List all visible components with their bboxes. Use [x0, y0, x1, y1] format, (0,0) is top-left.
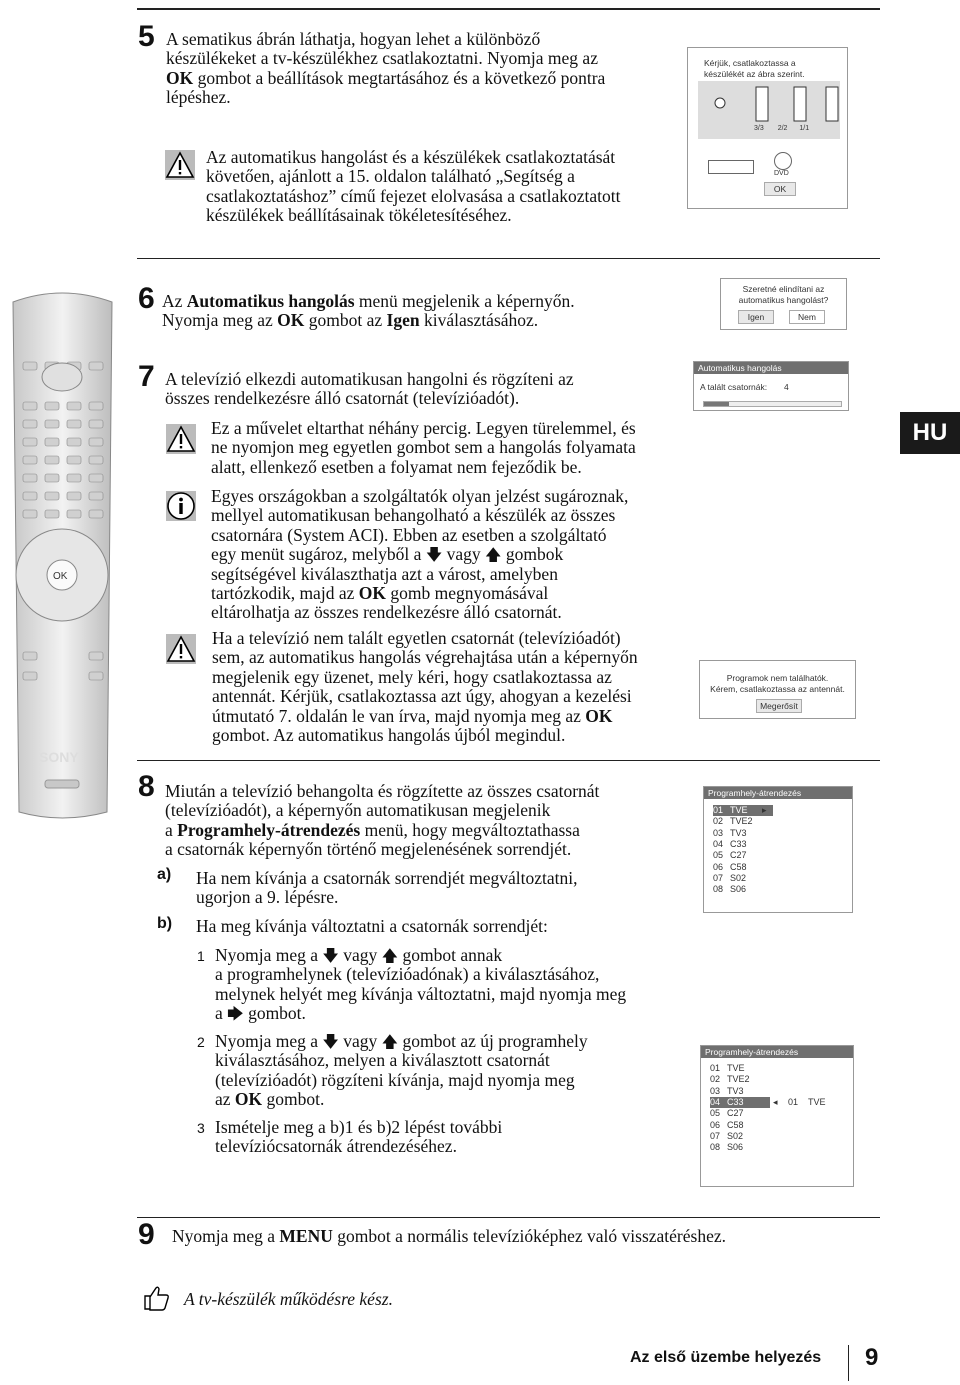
section-rule [137, 760, 880, 761]
program-number: 01 [713, 805, 724, 815]
step-6-number: 6 [138, 282, 155, 315]
warning-2-text: Ez a művelet eltarthat néhány percig. Legyen türelemmel, és ne nyomjon meg egyetlen gombot sem a hangolás folyamata alatt, ellenkező esetben a folyamat nem fejeződik be. [211, 418, 636, 477]
program-number: 05 [710, 1108, 721, 1119]
info-1-text: Egyes országokban a szolgáltatók olyan jelzést sugároznak, mellyel automatikusan behangolható a készülék az összes csatornára (System ACI). Ebben az esetben a szolgáltató egy menüt sugároz, melyből a 🡇 vagy 🡅 gombok segítségével kiválaszthatja azt a várost, amelyben tartózkodik, majd az OK gomb megnyomásával eltárolhatja az összes rendelkezésre álló csatornát. [211, 486, 629, 623]
option-b-label: b) [157, 915, 173, 932]
program-list-row[interactable] [713, 850, 773, 861]
info-icon [166, 491, 196, 526]
program-name: TVE [730, 805, 748, 815]
up-arrow-icon: 🡅 [485, 545, 502, 565]
program-name: S06 [730, 884, 747, 895]
program-list-row[interactable] [713, 884, 773, 895]
reorder-screen-1: Programhely-átrendezés 01 TVE ▸ 02 TVE2 03 TV3 04 C33 05 C27 06 C58 07 S02 08 S06 [703, 786, 853, 913]
confirm-button[interactable]: Megerősít [756, 699, 802, 713]
right-arrow-icon: 🡆 [227, 1004, 244, 1024]
no-button[interactable]: Nem [789, 310, 825, 324]
program-number: 08 [710, 1142, 721, 1153]
program-number: 04 [713, 838, 724, 849]
program-name: C58 [727, 1119, 744, 1130]
dvd-icon [774, 152, 792, 170]
moving-program-number: 01 [788, 1096, 799, 1107]
step-7-text: A televízió elkezdi automatikusan hangolni és rögzíteni az összes rendelkezésre álló csatornát (televízióadót). [165, 369, 574, 409]
program-number: 01 [710, 1063, 721, 1073]
page-number: 9 [865, 1344, 879, 1371]
program-name: TV3 [727, 1085, 744, 1096]
down-arrow-icon: 🡇 [322, 946, 339, 965]
program-list-row[interactable] [710, 1063, 770, 1074]
program-name: C33 [730, 838, 747, 849]
program-number: 06 [713, 861, 724, 872]
up-arrow-icon: 🡅 [381, 1032, 399, 1051]
program-number: 02 [710, 1074, 721, 1085]
step-9-text: Nyomja meg a MENU gombot a normális televízióképhez való visszatéréshez. [172, 1226, 727, 1246]
program-list-row[interactable] [710, 1142, 770, 1153]
step-8-text: Miután a televízió behangolta és rögzítette az összes csatornát (televízióadót), a képernyőn automatikusan megjelenik a Programhely-átrendezés menü, hogy megváltoztathassa a csatornák képernyőn történő megjelenésének sorrendjét. [165, 781, 600, 860]
section-rule [137, 258, 880, 259]
program-name: TVE [727, 1063, 745, 1073]
program-number: 03 [710, 1085, 721, 1096]
program-name: S02 [730, 872, 747, 883]
program-number: 04 [710, 1096, 721, 1107]
option-a-label: a) [157, 866, 172, 883]
substep-1-text: Nyomja meg a 🡇 vagy 🡅 gombot annak a programhelynek (televízióadónak) a kiválasztásához, melynek helyét meg kívánja változtatni, majd nyomja meg a 🡆 gombot. [215, 945, 627, 1024]
program-name: C33 [727, 1096, 744, 1107]
warning-icon [166, 424, 196, 459]
program-name: C27 [727, 1108, 744, 1119]
connection-ok-button[interactable]: OK [764, 182, 796, 196]
warning-icon [166, 634, 196, 669]
program-name: C58 [730, 861, 747, 872]
move-arrow-icon: ◂ [773, 1096, 781, 1107]
step-9-number: 9 [138, 1218, 155, 1251]
no-channel-screen: Programok nem találhatók. Kérem, csatlakoztassa az antennát. Megerősít [699, 660, 856, 719]
reorder-screen-2: Programhely-átrendezés 01 TVE 02 TVE2 03 TV3 04 C33 ◂ 01 TVE 05 C27 06 C58 07 S02 08 S06 [700, 1045, 854, 1187]
ready-text: A tv-készülék működésre kész. [184, 1289, 393, 1309]
program-name: TVE2 [727, 1074, 750, 1085]
program-list-row[interactable] [713, 839, 773, 850]
program-list-row[interactable] [710, 1074, 770, 1085]
program-list-row[interactable] [710, 1097, 770, 1108]
autotune-question-screen: Szeretné elindítani az automatikus hangolást? Igen Nem [720, 278, 847, 330]
warning-1-text: Az automatikus hangolást és a készülékek csatlakoztatását követően, ajánlott a 15. oldalon található „Segítség a csatlakoztatáshoz” című fejezet elolvasása a csatlakoztatott készülékek beállításainak tökéletesítéséhez. [206, 147, 621, 226]
substep-3-number: 3 [197, 1120, 205, 1136]
remote-control-image [5, 292, 120, 827]
program-number: 07 [710, 1130, 721, 1141]
program-name: TVE2 [730, 816, 753, 827]
step-7-number: 7 [138, 360, 155, 393]
down-arrow-icon: 🡇 [322, 1032, 339, 1051]
program-list-row[interactable] [713, 828, 773, 839]
option-b-text: Ha meg kívánja változtatni a csatornák sorrendjét: [196, 916, 548, 936]
program-number: 06 [710, 1119, 721, 1130]
program-number: 08 [713, 884, 724, 895]
substep-3-text: Ismételje meg a b)1 és b)2 lépést további televíziócsatornák átrendezéséhez. [215, 1117, 503, 1157]
warning-icon [165, 150, 195, 185]
program-name: TV3 [730, 827, 747, 838]
program-list-row[interactable] [713, 816, 773, 827]
substep-1-number: 1 [197, 948, 205, 964]
vcr-icon [708, 160, 754, 174]
program-number: 02 [713, 816, 724, 827]
svg-text:SONY: SONY [39, 749, 79, 765]
substep-2-number: 2 [197, 1034, 205, 1050]
moving-program-name: TVE [808, 1096, 826, 1107]
step-8-number: 8 [138, 770, 155, 803]
program-list-row[interactable] [710, 1108, 770, 1119]
program-name: S02 [727, 1130, 744, 1141]
top-rule [137, 8, 880, 10]
program-name: S06 [727, 1142, 744, 1153]
tv-rear-panel: 3/3 2/2 1/1 [698, 81, 840, 139]
option-a-text: Ha nem kívánja a csatornák sorrendjét megváltoztatni, ugorjon a 9. lépésre. [196, 868, 578, 908]
tuning-progress-bar [703, 401, 842, 407]
program-list-row[interactable] [710, 1086, 770, 1097]
down-arrow-icon: 🡇 [425, 545, 443, 565]
program-number: 05 [713, 850, 724, 861]
section-rule [137, 1217, 880, 1218]
program-list-row[interactable] [710, 1131, 770, 1142]
moving-program [773, 1097, 826, 1108]
footer-divider [848, 1345, 849, 1381]
selection-arrow-icon: ▸ [762, 805, 767, 815]
connection-screen: Kérjük, csatlakoztassa a készülékét az ábra szerint. 3/3 2/2 1/1 DVD OK [687, 47, 848, 209]
step-5-text: A sematikus ábrán láthatja, hogyan lehet a különböző készülékeket a tv-készülékhez csatlakoztatni. Nyomja meg az OK gombot a beállítások megtartásához és a következő pontra lépéshez. [166, 29, 606, 108]
program-list-row[interactable] [713, 873, 773, 884]
yes-button[interactable]: Igen [738, 310, 774, 324]
program-list-row[interactable] [713, 862, 773, 873]
tuning-progress-fill [704, 402, 729, 406]
program-number: 03 [713, 827, 724, 838]
autotune-progress-screen: Automatikus hangolás A talált csatornák: 4 [693, 361, 849, 411]
svg-text:OK: OK [53, 571, 68, 582]
step-5-number: 5 [138, 20, 155, 53]
step-6-text: Az Automatikus hangolás menü megjelenik a képernyőn. Nyomja meg az OK gombot az Igen kiválasztásához. [162, 291, 575, 331]
program-name: C27 [730, 850, 747, 861]
program-list-row[interactable] [710, 1120, 770, 1131]
footer-section-title: Az első üzembe helyezés [630, 1349, 822, 1366]
warning-3-text: Ha a televízió nem talált egyetlen csatornát (televízióadót) sem, az automatikus hangolás végrehajtása után a képernyőn megjelenik egy üzenet, mely kéri, hogy csatlakoztassa az antennát. Kérjük, csatlakoztassa azt úgy, ahogyan a kezelési útmutató 7. oldalán le van írva, majd nyomja meg az OK gombot. Az automatikus hangolás újból megindul. [212, 628, 638, 746]
thumbs-up-icon [142, 1285, 170, 1316]
up-arrow-icon: 🡅 [381, 946, 399, 965]
substep-2-text: Nyomja meg a 🡇 vagy 🡅 gombot az új programhely kiválasztásához, melyen a kiválasztott csatornát (televízióadót) rögzíteni kívánja, majd nyomja meg az OK gombot. [215, 1031, 588, 1110]
language-tab: HU [900, 412, 960, 454]
program-number: 07 [713, 872, 724, 883]
